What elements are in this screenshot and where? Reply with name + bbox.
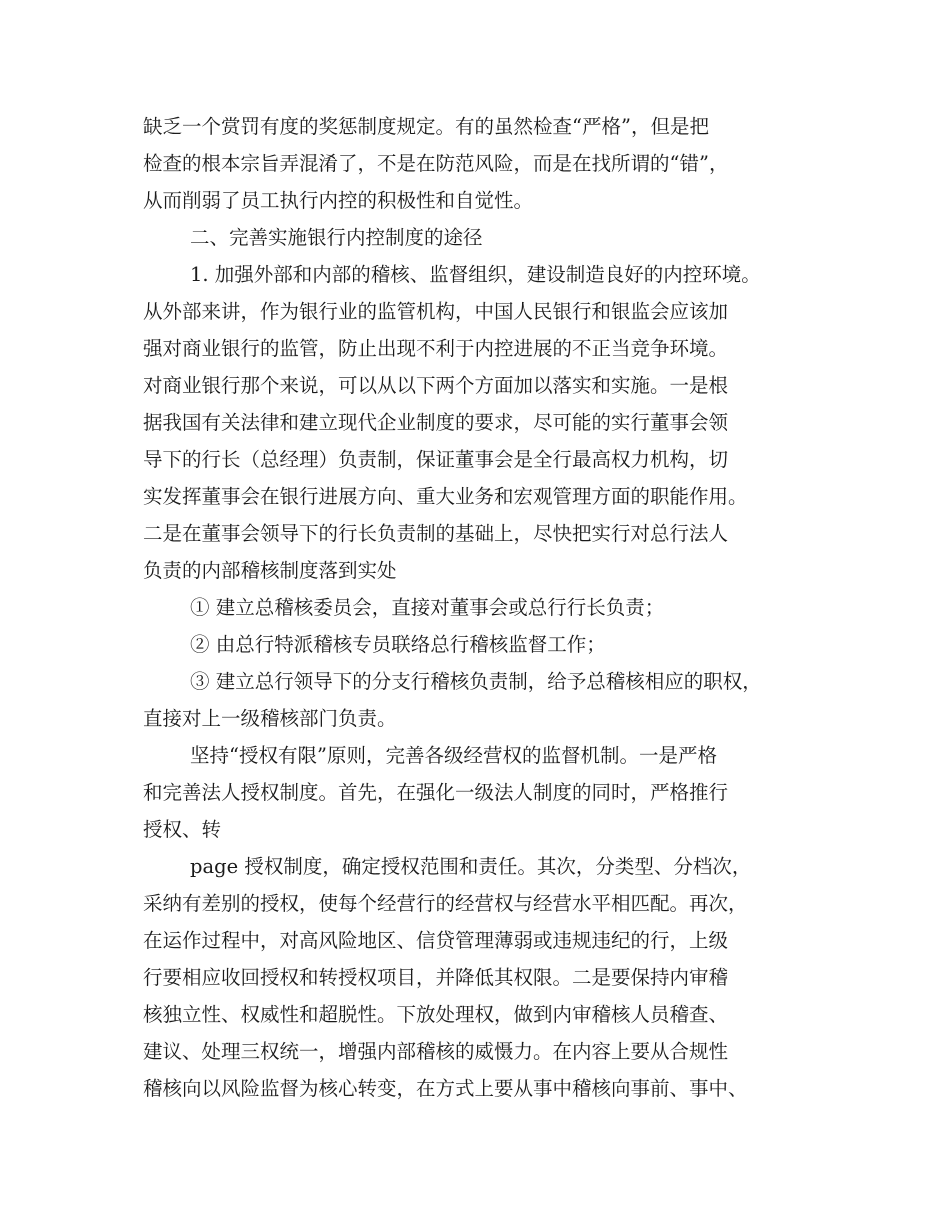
- text-line: 强对商业银行的监管，防止出现不利于内控进展的不正当竞争环境。: [143, 337, 729, 360]
- text-line: 和完善法人授权制度。首先，在强化一级法人制度的同时，严格推行: [143, 781, 729, 804]
- text-line: 对商业银行那个来说，可以从以下两个方面加以落实和实施。一是根: [143, 374, 729, 397]
- text-line: 从外部来讲，作为银行业的监管机构，中国人民银行和银监会应该加: [143, 300, 729, 323]
- text-line: 据我国有关法律和建立现代企业制度的要求，尽可能的实行董事会领: [143, 411, 729, 434]
- list-item: ① 建立总稽核委员会，直接对董事会或总行行长负责；: [190, 596, 665, 619]
- text-line: 核独立性、权威性和超脱性。下放处理权，做到内审稽核人员稽查、: [143, 1003, 729, 1026]
- list-item: ② 由总行特派稽核专员联络总行稽核监督工作；: [190, 633, 606, 656]
- text-line: 检查的根本宗旨弄混淆了，不是在防范风险，而是在找所谓的“错”，: [143, 152, 729, 175]
- text-line: 授权、转: [143, 818, 222, 841]
- section-heading: 二、完善实施银行内控制度的途径: [190, 226, 483, 249]
- text-line: 二是在董事会领导下的行长负责制的基础上，尽快把实行对总行法人: [143, 522, 729, 545]
- list-item: ③ 建立总行领导下的分支行稽核负责制，给予总稽核相应的职权，: [190, 670, 762, 693]
- text-line: 在运作过程中，对高风险地区、信贷管理薄弱或违规违纪的行，上级: [143, 929, 729, 952]
- text-line: 负责的内部稽核制度落到实处: [143, 559, 397, 582]
- text-line: 1. 加强外部和内部的稽核、监督组织，建设制造良好的内控环境。: [190, 263, 761, 286]
- text-line: 建议、处理三权统一，增强内部稽核的威慑力。在内容上要从合规性: [143, 1040, 729, 1063]
- text-line: 坚持“授权有限”原则，完善各级经营权的监督机制。一是严格: [190, 744, 717, 767]
- text-line: 实发挥董事会在银行进展方向、重大业务和宏观管理方面的职能作用。: [143, 485, 748, 508]
- text-line: page 授权制度，确定授权范围和责任。其次，分类型、分档次，: [190, 855, 752, 878]
- text-line: 从而削弱了员工执行内控的积极性和自觉性。: [143, 189, 534, 212]
- text-line: 采纳有差别的授权，使每个经营行的经营权与经营水平相匹配。再次，: [143, 892, 748, 915]
- text-line: 稽核向以风险监督为核心转变，在方式上要从事中稽核向事前、事中、: [143, 1077, 748, 1100]
- text-line: 缺乏一个赏罚有度的奖惩制度规定。有的虽然检查“严格”，但是把: [143, 115, 709, 138]
- text-line: 行要相应收回授权和转授权项目，并降低其权限。二是要保持内审稽: [143, 966, 729, 989]
- text-line: 导下的行长（总经理）负责制，保证董事会是全行最高权力机构，切: [143, 448, 729, 471]
- text-line: 直接对上一级稽核部门负责。: [143, 707, 397, 730]
